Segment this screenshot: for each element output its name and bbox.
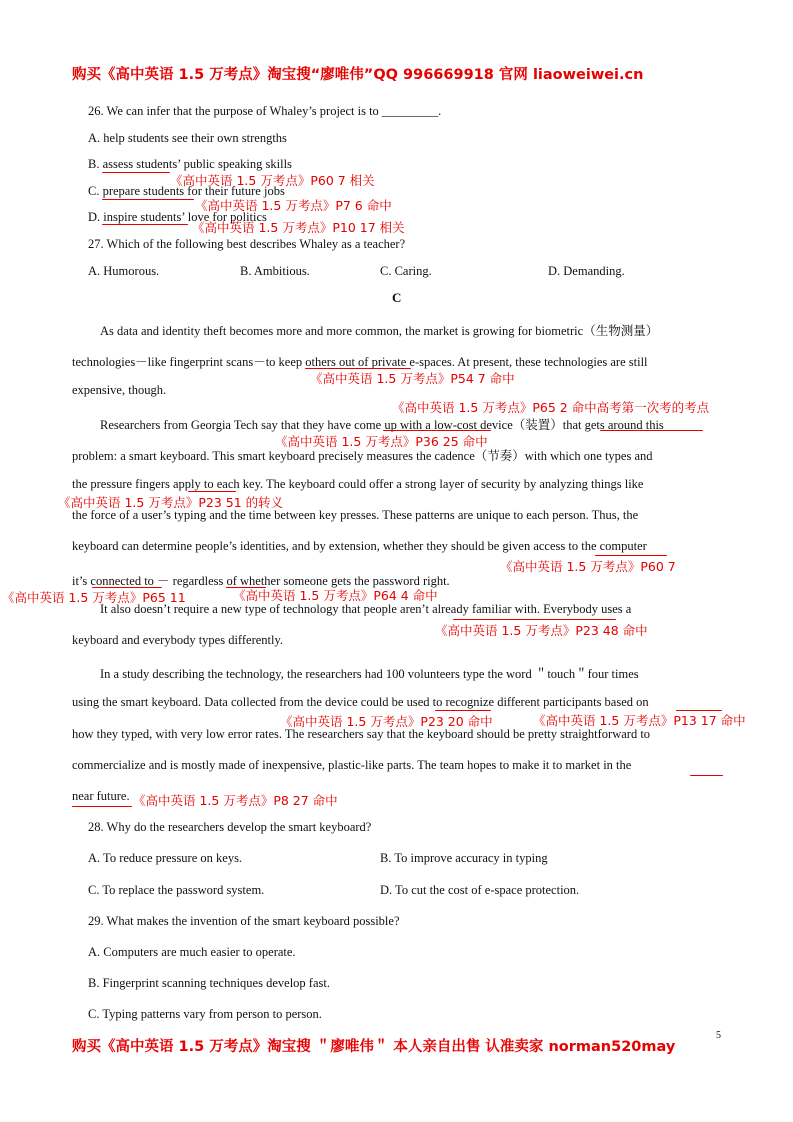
annotation-label: 《高中英语 1.5 万考点》P10 17 相关 xyxy=(192,220,405,235)
passage-line: commercialize and is mostly made of inexpensive, plastic-like parts. The team hopes to make it to market in the xyxy=(72,758,632,772)
page-number: 5 xyxy=(716,1030,721,1041)
underline-mark xyxy=(383,430,491,431)
q29-option-c: C. Typing patterns vary from person to person. xyxy=(88,1007,322,1021)
q26-option-c: C. prepare students for their future jobs xyxy=(88,184,285,198)
q27-option-b: B. Ambitious. xyxy=(240,264,310,278)
q28-option-d: D. To cut the cost of e-space protection. xyxy=(380,883,580,897)
underline-mark xyxy=(690,775,723,776)
passage-line: problem: a smart keyboard. This smart keyboard precisely measures the cadence（节奏）with which one types and xyxy=(72,449,653,463)
passage-line: Researchers from Georgia Tech say that they have come up with a low-cost device（装置）that gets around this xyxy=(100,418,664,432)
q26-option-a: A. help students see their own strengths xyxy=(88,131,287,145)
q27-option-c: C. Caring. xyxy=(380,264,432,278)
annotation-label: 《高中英语 1.5 万考点》P8 27 命中 xyxy=(133,793,338,808)
underline-mark xyxy=(305,368,411,369)
annotation-label: 《高中英语 1.5 万考点》P13 17 命中 xyxy=(533,713,746,728)
underline-mark xyxy=(435,710,491,711)
underline-mark xyxy=(188,491,236,492)
passage-line: it’s connected to － regardless of whether someone gets the password right. xyxy=(72,574,450,588)
passage-line: near future. xyxy=(72,789,130,803)
q29-option-b: B. Fingerprint scanning techniques develop fast. xyxy=(88,976,330,990)
annotation-label: 《高中英语 1.5 万考点》P23 20 命中 xyxy=(280,714,493,729)
q28-option-b: B. To improve accuracy in typing xyxy=(380,851,548,865)
section-letter: C xyxy=(392,290,402,305)
annotation-label: 《高中英语 1.5 万考点》P64 4 命中 xyxy=(233,588,438,603)
passage-line: keyboard can determine people’s identities, and by extension, whether they should be given access to the computer xyxy=(72,539,647,553)
underline-mark xyxy=(102,199,194,200)
q27-stem: 27. Which of the following best describes Whaley as a teacher? xyxy=(88,237,406,251)
annotation-label: 《高中英语 1.5 万考点》P60 7 xyxy=(500,559,676,574)
annotation-label: 《高中英语 1.5 万考点》P65 11 xyxy=(2,590,186,605)
q29-stem: 29. What makes the invention of the smart keyboard possible? xyxy=(88,914,400,928)
annotation-label: 《高中英语 1.5 万考点》P65 2 命中高考第一次考的考点 xyxy=(392,400,710,415)
q28-stem: 28. Why do the researchers develop the smart keyboard? xyxy=(88,820,372,834)
passage-line: expensive, though. xyxy=(72,383,167,397)
underline-mark xyxy=(72,806,132,807)
passage-line: the force of a user’s typing and the time between key presses. These patterns are unique to each person. Thus, the xyxy=(72,508,639,522)
annotation-label: 《高中英语 1.5 万考点》P54 7 命中 xyxy=(310,371,515,386)
q26-option-b: B. assess students’ public speaking skills xyxy=(88,157,292,171)
header-top-banner: 购买《高中英语 1.5 万考点》淘宝搜“廖唯伟”QQ 996669918 官网 liaoweiwei.cn xyxy=(72,67,644,83)
footer-banner: 购买《高中英语 1.5 万考点》淘宝搜 ＂廖唯伟＂ 本人亲自出售 认准卖家 norman520may xyxy=(72,1039,676,1055)
passage-line: how they typed, with very low error rates. The researchers say that the keyboard should be pretty straightforward to xyxy=(72,727,651,741)
q27-option-a: A. Humorous. xyxy=(88,264,160,278)
q26-option-d: D. inspire students’ love for politics xyxy=(88,210,267,224)
underline-mark xyxy=(102,224,188,225)
underline-mark xyxy=(92,587,162,588)
q28-option-c: C. To replace the password system. xyxy=(88,883,265,897)
underline-mark xyxy=(226,587,266,588)
underline-mark xyxy=(676,710,722,711)
passage-line: keyboard and everybody types differently. xyxy=(72,633,284,647)
passage-line: using the smart keyboard. Data collected from the device could be used to recognize different participants based on xyxy=(72,695,649,709)
annotation-label: 《高中英语 1.5 万考点》P60 7 相关 xyxy=(170,173,375,188)
passage-line: technologies－like fingerprint scans－to keep others out of private e-spaces. At present, these technologies are still xyxy=(72,355,648,369)
q26-stem: 26. We can infer that the purpose of Whaley’s project is to _________. xyxy=(88,104,442,118)
underline-mark xyxy=(453,619,616,620)
annotation-label: 《高中英语 1.5 万考点》P36 25 命中 xyxy=(275,434,488,449)
q27-option-d: D. Demanding. xyxy=(548,264,625,278)
passage-line: the pressure fingers apply to each key. The keyboard could offer a strong layer of security by analyzing things like xyxy=(72,477,644,491)
annotation-label: 《高中英语 1.5 万考点》P23 51 的转义 xyxy=(58,495,284,510)
passage-line: As data and identity theft becomes more and more common, the market is growing for biometric（生物测量） xyxy=(100,324,659,338)
underline-mark xyxy=(600,430,703,431)
passage-line: It also doesn’t require a new type of technology that people aren’t already familiar with. Everybody uses a xyxy=(100,602,632,616)
underline-mark xyxy=(595,555,667,556)
underline-mark xyxy=(102,172,170,173)
q28-option-a: A. To reduce pressure on keys. xyxy=(88,851,243,865)
passage-line: In a study describing the technology, the researchers had 100 volunteers type the word ＂touch＂four times xyxy=(100,667,639,681)
annotation-label: 《高中英语 1.5 万考点》P23 48 命中 xyxy=(435,623,648,638)
q29-option-a: A. Computers are much easier to operate. xyxy=(88,945,296,959)
annotation-label: 《高中英语 1.5 万考点》P7 6 命中 xyxy=(195,198,392,213)
